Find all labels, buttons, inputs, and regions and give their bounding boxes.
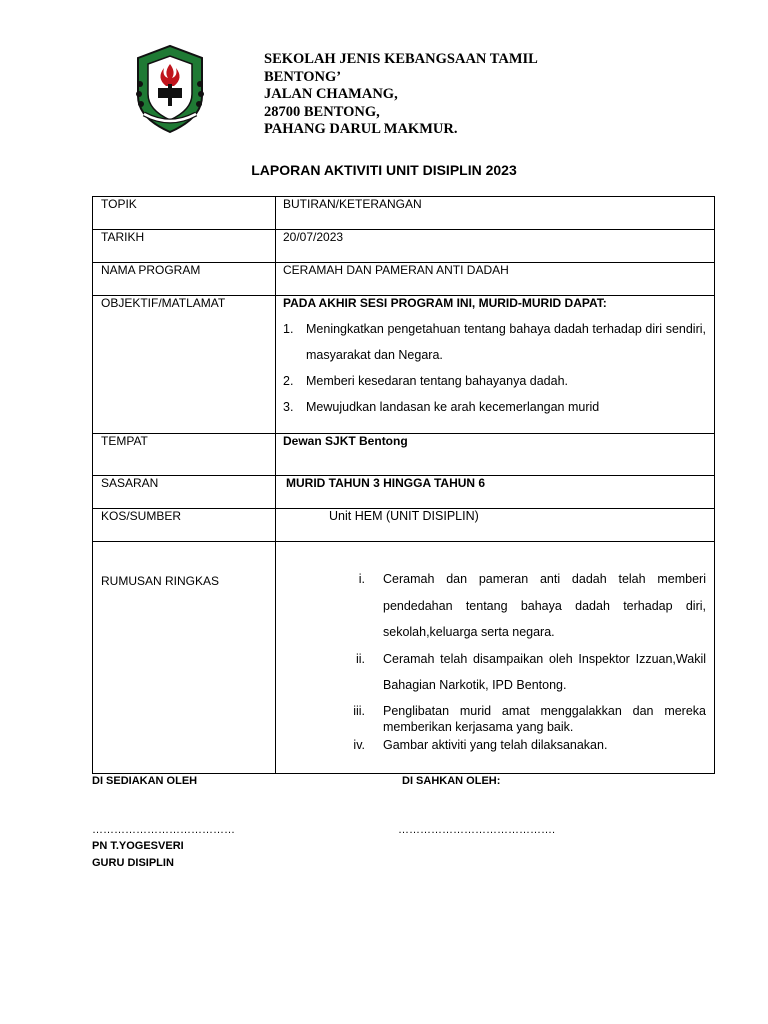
table-row-objektif bbox=[93, 296, 715, 434]
rumusan-list bbox=[283, 566, 706, 755]
school-address-block bbox=[264, 51, 538, 139]
program-label: NAMA PROGRAM bbox=[93, 263, 276, 296]
school-address-street: JALAN CHAMANG, bbox=[264, 86, 398, 102]
school-name-line-1: SEKOLAH JENIS KEBANGSAAN TAMIL bbox=[264, 51, 538, 67]
school-address-state: PAHANG DARUL MAKMUR. bbox=[264, 121, 458, 137]
sasaran-label: SASARAN bbox=[93, 476, 276, 509]
school-address-postcode: 28700 BENTONG, bbox=[264, 103, 380, 120]
report-table bbox=[92, 196, 715, 774]
table-row-tarikh bbox=[93, 230, 715, 263]
school-name-line-2: BENTONG’ bbox=[264, 68, 342, 85]
list-item: ii. Ceramah telah disampaikan oleh Inspektor Izzuan,Wakil Bahagian Narkotik, IPD Bentong. bbox=[355, 651, 706, 692]
table-row-kos bbox=[93, 509, 715, 542]
kos-label: KOS/SUMBER bbox=[93, 509, 276, 542]
tempat-value: Dewan SJKT Bentong bbox=[276, 434, 715, 476]
list-item: 2. Memberi kesedaran tentang bahayanya dadah. bbox=[283, 374, 568, 388]
kos-value: Unit HEM (UNIT DISIPLIN) bbox=[329, 509, 479, 523]
list-item: i. Ceramah dan pameran anti dadah telah memberi pendedahan tentang bahaya dadah terhadap diri, sekolah,keluarga serta negara. bbox=[358, 572, 706, 639]
table-row-sasaran bbox=[93, 476, 715, 509]
list-item: iii. Penglibatan murid amat menggalakkan dan mereka memberikan kerjasama yang baik. bbox=[353, 703, 706, 734]
list-item: 1. Meningkatkan pengetahuan tentang bahaya dadah terhadap diri sendiri, masyarakat dan Negara. bbox=[283, 322, 706, 362]
signatory-role: GURU DISIPLIN bbox=[92, 857, 174, 869]
objektif-list bbox=[283, 316, 706, 420]
rumusan-label: RUMUSAN RINGKAS bbox=[93, 542, 276, 774]
list-item: 3. Mewujudkan landasan ke arah kecemerlangan murid bbox=[283, 400, 600, 414]
objektif-intro: PADA AKHIR SESI PROGRAM INI, MURID-MURID DAPAT: bbox=[283, 296, 607, 310]
table-row-rumusan bbox=[93, 542, 715, 774]
table-row-program bbox=[93, 263, 715, 296]
program-value: CERAMAH DAN PAMERAN ANTI DADAH bbox=[276, 263, 715, 296]
prepared-by-label: DI SEDIAKAN OLEH bbox=[92, 775, 198, 787]
table-row-tempat bbox=[93, 434, 715, 476]
report-title: LAPORAN AKTIVITI UNIT DISIPLIN 2023 bbox=[251, 162, 517, 178]
header-value-cell: BUTIRAN/KETERANGAN bbox=[276, 197, 715, 230]
school-crest-logo bbox=[134, 44, 206, 134]
list-item: iv. Gambar aktiviti yang telah dilaksanakan. bbox=[353, 737, 608, 752]
verified-signature-line: ……………………………………. bbox=[398, 824, 556, 836]
tempat-label: TEMPAT bbox=[93, 434, 276, 476]
objektif-label: OBJEKTIF/MATLAMAT bbox=[93, 296, 276, 434]
prepared-signature-line: ………………………………… bbox=[92, 824, 235, 836]
header-label-cell: TOPIK bbox=[93, 197, 276, 230]
tarikh-label: TARIKH bbox=[93, 230, 276, 263]
table-row-header bbox=[93, 197, 715, 230]
tarikh-value: 20/07/2023 bbox=[276, 230, 715, 263]
signatory-name: PN T.YOGESVERI bbox=[92, 840, 184, 852]
verified-by-label: DI SAHKAN OLEH: bbox=[402, 775, 501, 787]
sasaran-value: MURID TAHUN 3 HINGGA TAHUN 6 bbox=[286, 476, 486, 490]
